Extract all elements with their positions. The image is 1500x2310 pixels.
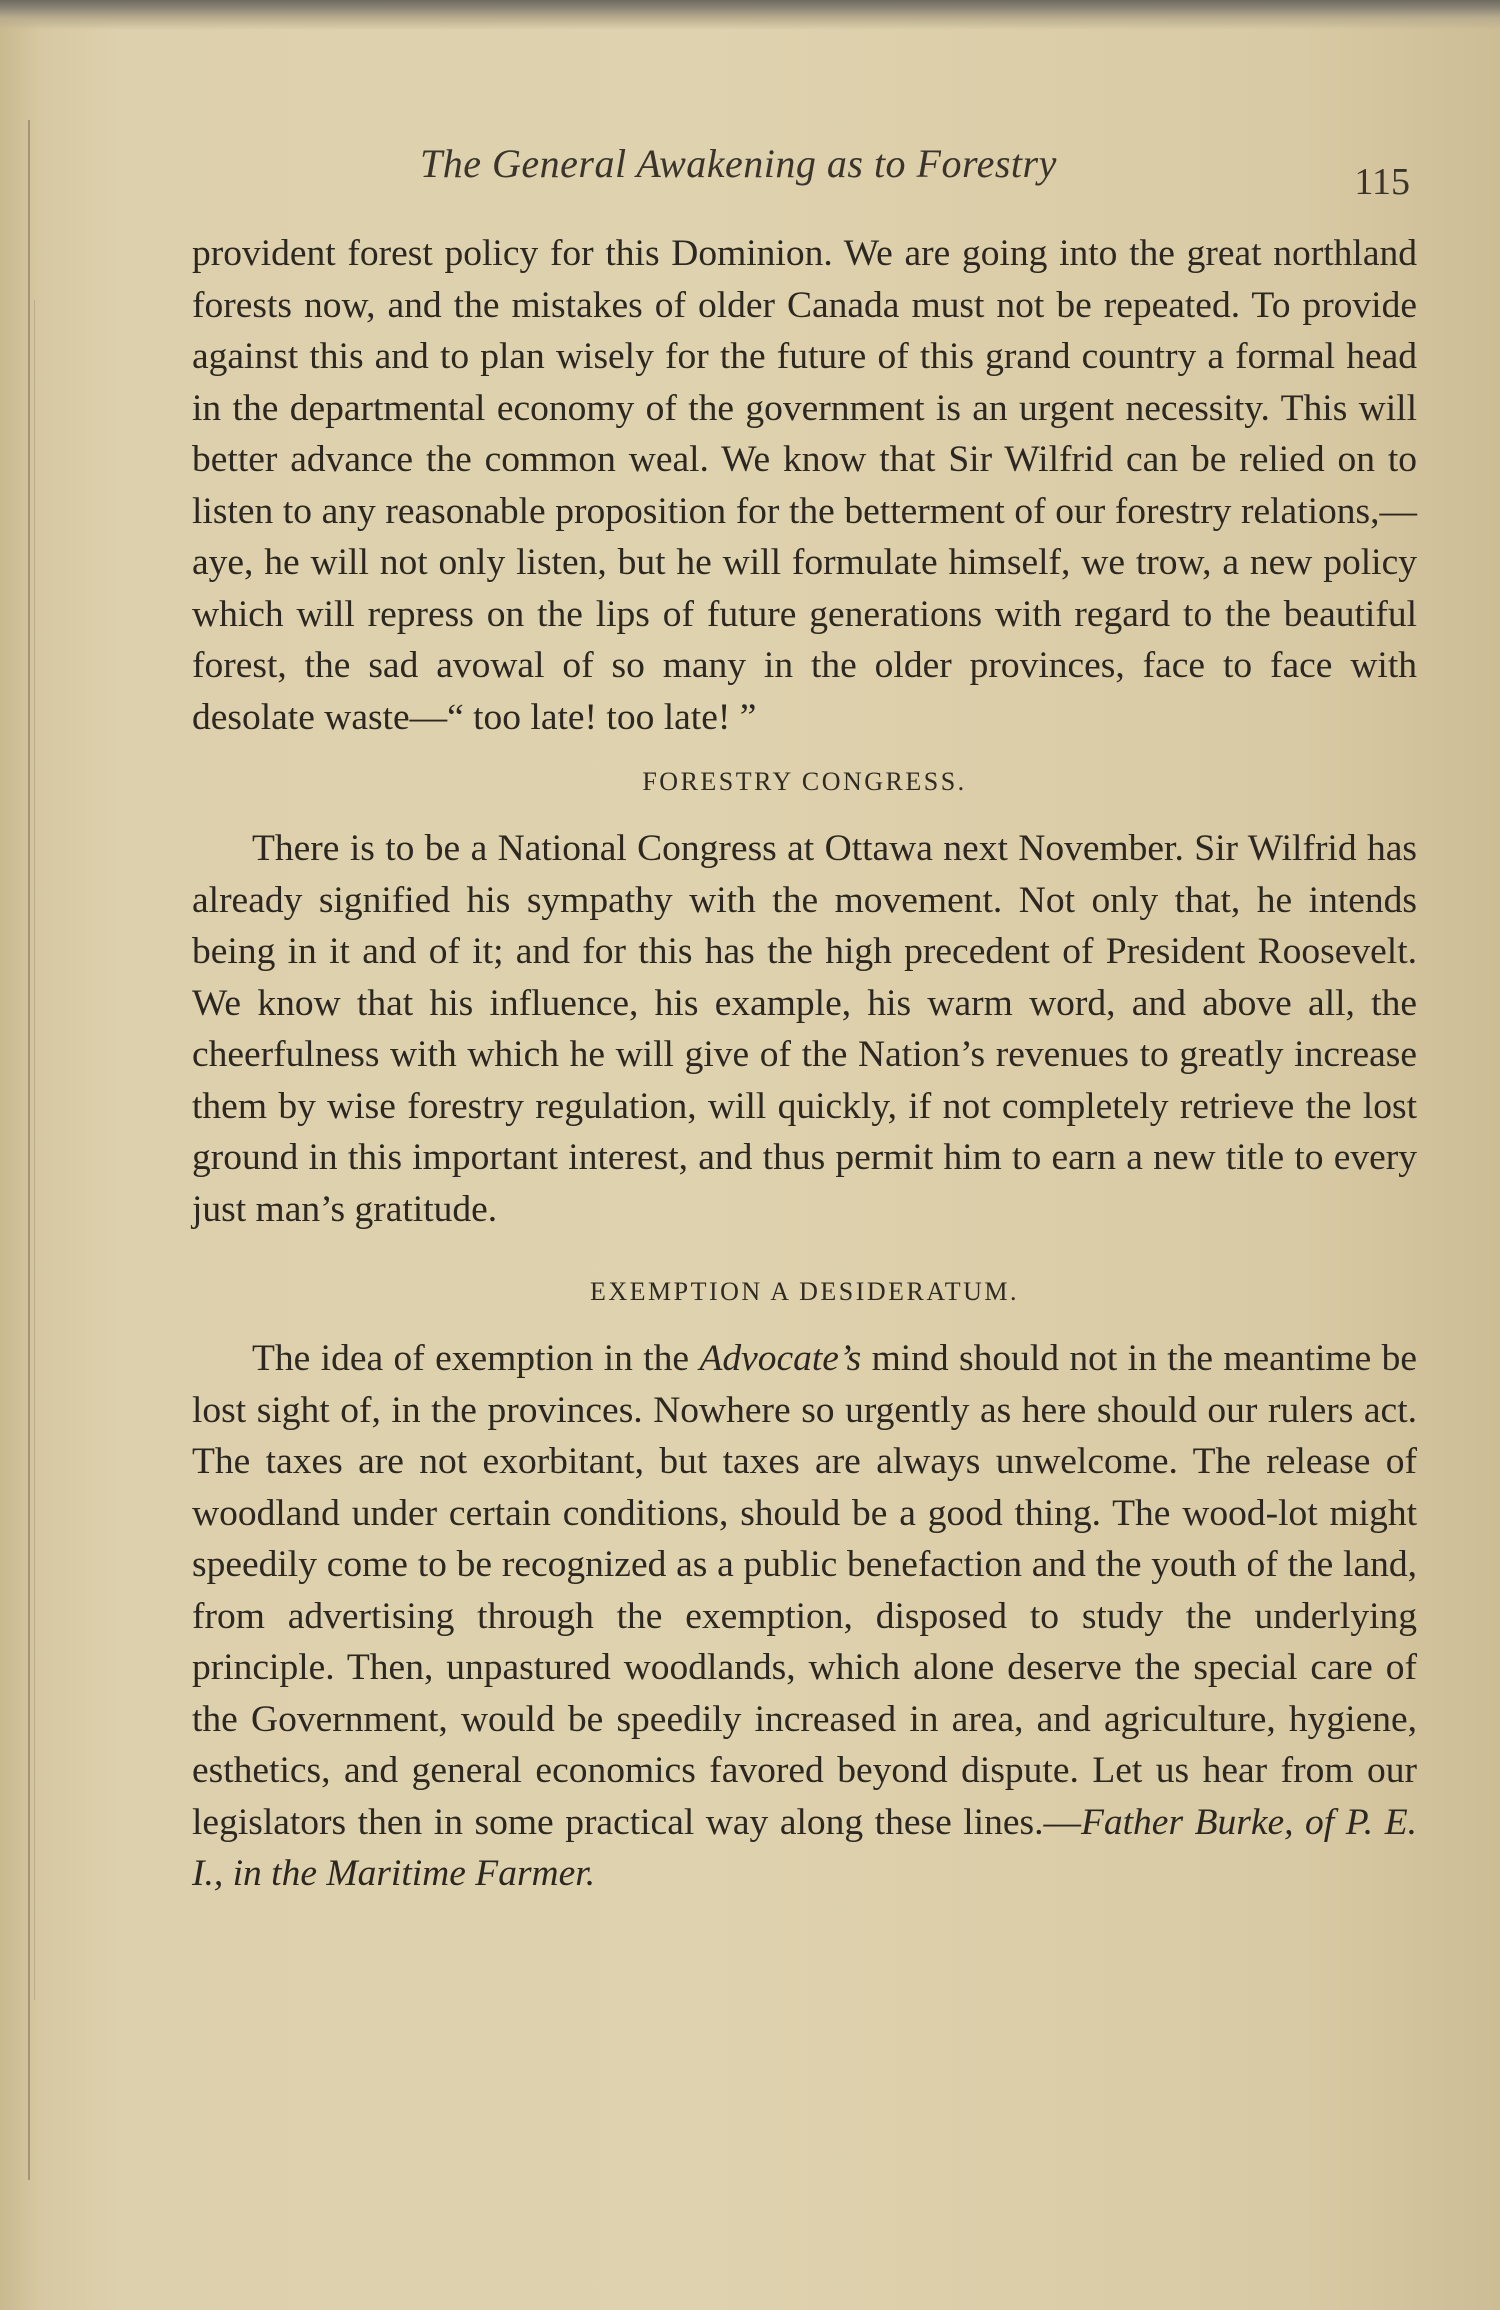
page-number: 115 bbox=[1354, 161, 1410, 203]
paragraph-exemption bbox=[192, 1333, 1417, 1900]
page-top-edge bbox=[0, 0, 1500, 30]
paragraph-continued: provident forest policy for this Dominion. We are going into the great northland forests now, and the mistakes of older Canada must not be repeated. To provide against this and to plan wisely for the future of this grand country a formal head in the departmental economy of the government is an urgent necessity. This will better advance the common weal. We know that Sir Wilfrid can be relied on to listen to any reasonable proposition for the betterment of our forestry relations,—aye, he will not only listen, but he will formulate himself, we trow, a new policy which will repress on the lips of future generations with regard to the beautiful forest, the sad avowal of so many in the older provinces, face to face with desolate waste—“ too late! too late! ” bbox=[192, 233, 1417, 738]
publication-name: Advocate’s bbox=[699, 1338, 862, 1379]
running-title: The General Awakening as to Forestry bbox=[420, 141, 1057, 186]
section-heading-exemption: EXEMPTION A DESIDERATUM. bbox=[589, 1277, 1020, 1306]
binding-gutter-shadow bbox=[34, 300, 35, 2000]
paragraph-exemption-intro: The idea of exemption in the bbox=[252, 1338, 700, 1379]
binding-gutter bbox=[28, 120, 30, 2180]
paragraph-exemption-text: mind should not in the meantime be lost sight of, in the provinces. Nowhere so urgently as here should our rulers act. The taxes are not exorbitant, but taxes are always unwelcome. The release of woodland under certain conditions, should be a good thing. The wood-lot might speedily come to be recognized as a public benefaction and the youth of the land, from advertising through the exemption, disposed to study the underlying principle. Then, unpastured woodlands, which alone deserve the special care of the Government, would be speedily increased in area, and agriculture, hygiene, esthetics, and general economics favored beyond dispute. Let us hear from our legislators then in some practical way along these lines.— bbox=[192, 1338, 1417, 1843]
paragraph-forestry-congress: There is to be a National Congress at Ottawa next November. Sir Wilfrid has already signified his sympathy with the movement. Not only that, he intends being in it and of it; and for this has the high precedent of President Roosevelt. We know that his influence, his example, his warm word, and above all, the cheerfulness with which he will give of the Nation’s revenues to greatly increase them by wise forestry regulation, will quickly, if not completely retrieve the lost ground in this important interest, and thus permit him to earn a new title to every just man’s gratitude. bbox=[192, 828, 1417, 1230]
section-heading-forestry-congress: FORESTRY CONGRESS. bbox=[642, 767, 967, 796]
running-header bbox=[190, 140, 1430, 203]
page-body bbox=[192, 228, 1417, 1900]
attribution: Father Burke, of P. E. I., in the Maritime Farmer. bbox=[192, 1801, 1418, 1894]
